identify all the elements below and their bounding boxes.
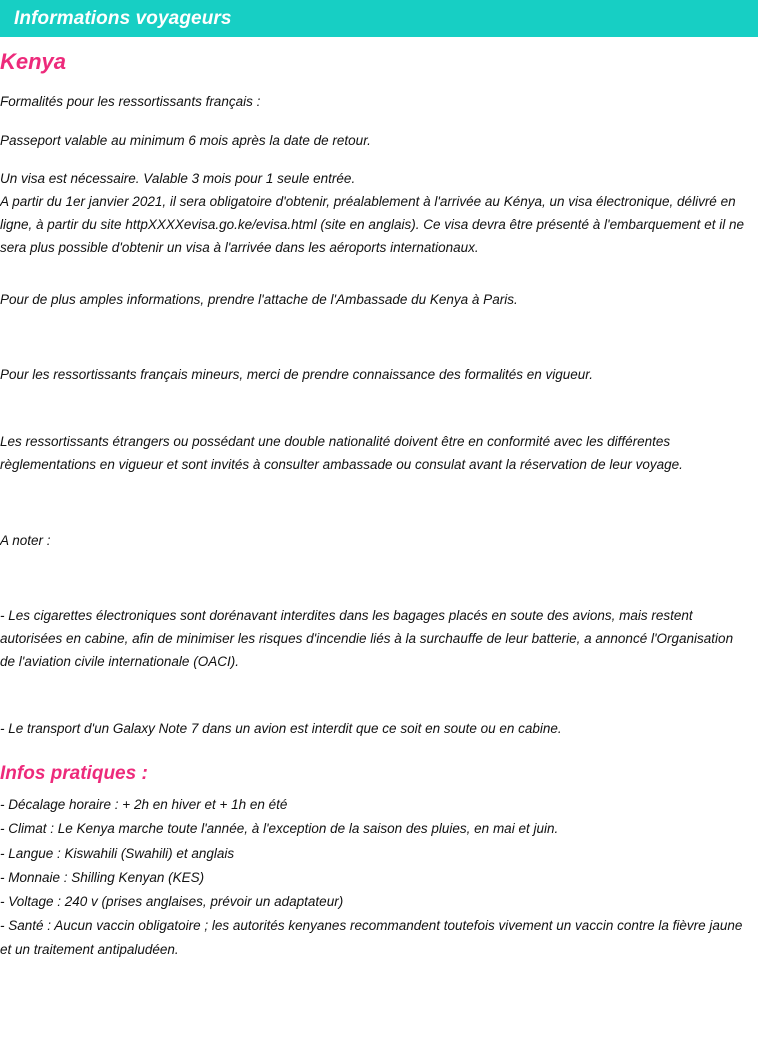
- list-item: - Voltage : 240 v (prises anglaises, prévoir un adaptateur): [0, 893, 344, 909]
- embassy-paragraph: Pour de plus amples informations, prendre l'attache de l'Ambassade du Kenya à Paris.: [0, 291, 518, 307]
- foreigners-paragraph: Les ressortissants étrangers ou possédant une double nationalité doivent être en conformité avec les différentes règlementations en vigueur et sont invités à consulter ambassade ou consulat avant la réservation de leur voyage.: [0, 434, 683, 473]
- list-item: - Climat : Le Kenya marche toute l'année, à l'exception de la saison des pluies, en mai et juin.: [0, 821, 559, 837]
- practical-info-heading: Infos pratiques :: [0, 762, 148, 784]
- spacer: [0, 311, 750, 363]
- document-content: [0, 49, 758, 962]
- spacer: [0, 75, 750, 90]
- spacer: [0, 152, 750, 167]
- intro-paragraph: Formalités pour les ressortissants français :: [0, 94, 261, 110]
- page-header: [0, 0, 758, 37]
- minors-paragraph: Pour les ressortissants français mineurs, merci de prendre connaissance des formalités en vigueur.: [0, 366, 594, 382]
- country-heading: Kenya: [0, 49, 67, 74]
- spacer: [0, 386, 750, 430]
- list-item: - Décalage horaire : + 2h en hiver et + 1h en été: [0, 797, 288, 813]
- spacer: [0, 673, 750, 717]
- visa-paragraph-2: A partir du 1er janvier 2021, il sera obligatoire d'obtenir, préalablement à l'arrivée au Kénya, un visa électronique, délivré en ligne, à partir du site httpXXXXevisa.go.ke/evisa.html (site en anglais). Ce visa devra être présenté à l'embarquement et il ne sera plus possible d'obtenir un visa à l'arrivée dans les aéroports internationaux.: [0, 194, 744, 256]
- spacer: [0, 260, 750, 288]
- practical-info-list: [0, 793, 750, 961]
- spacer: [0, 552, 750, 604]
- list-item: - Langue : Kiswahili (Swahili) et anglais: [0, 845, 235, 861]
- page-title: Informations voyageurs: [14, 7, 232, 29]
- note-galaxy-note7: - Le transport d'un Galaxy Note 7 dans un avion est interdit que ce soit en soute ou en cabine.: [0, 721, 562, 737]
- spacer: [0, 477, 750, 529]
- visa-paragraph-1: Un visa est nécessaire. Valable 3 mois pour 1 seule entrée.: [0, 170, 356, 186]
- list-item: - Santé : Aucun vaccin obligatoire ; les autorités kenyanes recommandent toutefois vivement un vaccin contre la fièvre jaune et un traitement antipaludéen.: [0, 917, 743, 957]
- passport-paragraph: Passeport valable au minimum 6 mois après la date de retour.: [0, 132, 371, 148]
- note-ecigarettes: - Les cigarettes électroniques sont dorénavant interdites dans les bagages placés en soute des avions, mais restent autorisées en cabine, afin de minimiser les risques d'incendie liés à la surchauffe de leur batterie, a annoncé l'Organisation de l'aviation civile internationale (OACI).: [0, 607, 734, 670]
- spacer: [0, 114, 750, 129]
- note-label: A noter :: [0, 532, 51, 548]
- list-item: - Monnaie : Shilling Kenyan (KES): [0, 869, 205, 885]
